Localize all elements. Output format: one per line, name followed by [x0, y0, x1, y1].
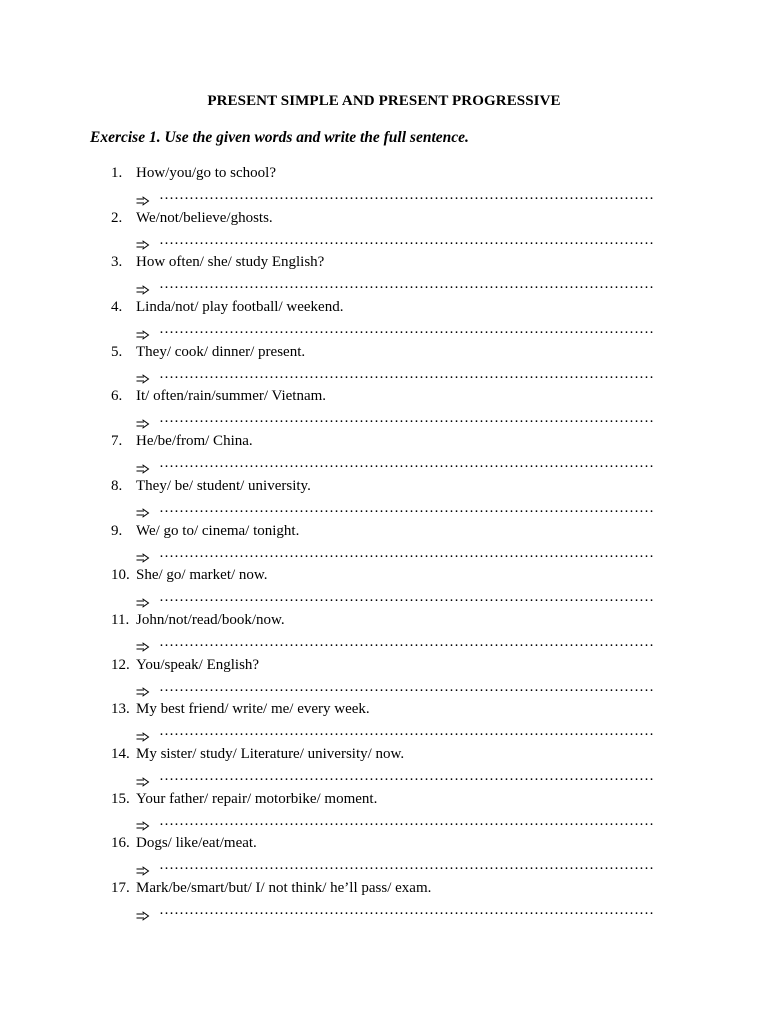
list-item — [0, 252, 768, 297]
item-number: 4. — [111, 299, 123, 316]
answer-dotted-line: ……………………………………………………………………………………… — [159, 633, 654, 650]
item-prompt: My sister/ study/ Literature/ university/ now. — [136, 745, 405, 762]
item-number: 15. — [111, 790, 130, 807]
double-right-arrow-icon — [136, 285, 150, 295]
double-right-arrow-icon — [136, 642, 150, 652]
item-prompt: Dogs/ like/eat/meat. — [136, 835, 257, 852]
double-right-arrow-icon — [136, 508, 150, 518]
list-item — [0, 521, 768, 566]
double-right-arrow-icon — [136, 464, 150, 474]
list-item — [0, 744, 768, 789]
item-number: 11. — [111, 611, 130, 628]
list-item — [0, 833, 768, 878]
item-number: 3. — [111, 254, 123, 271]
exercise-list — [0, 163, 768, 923]
double-right-arrow-icon — [136, 821, 150, 831]
double-right-arrow-icon — [136, 419, 150, 429]
answer-dotted-line: ……………………………………………………………………………………… — [159, 857, 654, 874]
item-prompt: It/ often/rain/summer/ Vietnam. — [136, 388, 327, 405]
answer-dotted-line: ……………………………………………………………………………………… — [159, 455, 654, 472]
double-right-arrow-icon — [136, 911, 150, 921]
list-item — [0, 163, 768, 208]
item-number: 8. — [111, 477, 123, 494]
list-item — [0, 208, 768, 253]
answer-dotted-line: ……………………………………………………………………………………… — [159, 589, 654, 606]
item-number: 5. — [111, 343, 123, 360]
item-prompt: You/speak/ English? — [136, 656, 260, 673]
item-prompt: She/ go/ market/ now. — [136, 567, 268, 584]
answer-line — [136, 900, 664, 926]
answer-dotted-line: ……………………………………………………………………………………… — [159, 678, 654, 695]
item-number: 12. — [111, 656, 130, 673]
answer-dotted-line: ……………………………………………………………………………………… — [159, 544, 654, 561]
item-prompt: How often/ she/ study English? — [136, 254, 325, 271]
double-right-arrow-icon — [136, 777, 150, 787]
item-prompt: Mark/be/smart/but/ I/ not think/ he’ll pass/ exam. — [136, 880, 432, 896]
answer-dotted-line: ……………………………………………………………………………………… — [159, 321, 654, 338]
answer-dotted-line: ……………………………………………………………………………………… — [159, 767, 654, 784]
list-item — [0, 297, 768, 342]
double-right-arrow-icon — [136, 687, 150, 697]
item-prompt: My best friend/ write/ me/ every week. — [136, 701, 370, 718]
answer-dotted-line: ……………………………………………………………………………………… — [159, 187, 654, 203]
list-item — [0, 342, 768, 387]
list-item — [0, 699, 768, 744]
item-number: 2. — [111, 209, 123, 226]
item-number: 14. — [111, 745, 130, 762]
answer-dotted-line: ……………………………………………………………………………………… — [159, 410, 654, 427]
answer-dotted-line: ……………………………………………………………………………………… — [159, 812, 654, 829]
answer-dotted-line: ……………………………………………………………………………………… — [159, 499, 654, 516]
item-number: 1. — [111, 165, 123, 181]
double-right-arrow-icon — [136, 866, 150, 876]
item-number: 6. — [111, 388, 123, 405]
list-item — [0, 476, 768, 521]
double-right-arrow-icon — [136, 374, 150, 384]
double-right-arrow-icon — [136, 598, 150, 608]
document-title: PRESENT SIMPLE AND PRESENT PROGRESSIVE — [207, 93, 561, 109]
answer-dotted-line: ……………………………………………………………………………………… — [159, 902, 654, 918]
item-prompt: Your father/ repair/ motorbike/ moment. — [136, 790, 378, 807]
double-right-arrow-icon — [136, 240, 150, 250]
item-number: 17. — [111, 880, 130, 896]
list-item — [0, 431, 768, 476]
item-number: 16. — [111, 835, 130, 852]
double-right-arrow-icon — [136, 553, 150, 563]
list-item — [0, 878, 768, 923]
item-prompt: John/not/read/book/now. — [136, 611, 285, 628]
list-item — [0, 789, 768, 834]
list-item — [0, 565, 768, 610]
exercise-heading: Exercise 1. Use the given words and write the full sentence. — [90, 129, 469, 146]
item-number: 7. — [111, 433, 123, 450]
double-right-arrow-icon — [136, 196, 150, 206]
item-prompt: We/not/believe/ghosts. — [136, 209, 273, 226]
answer-dotted-line: ……………………………………………………………………………………… — [159, 365, 654, 382]
list-item — [0, 386, 768, 431]
answer-dotted-line: ……………………………………………………………………………………… — [159, 231, 654, 248]
item-prompt: He/be/from/ China. — [136, 433, 253, 450]
answer-dotted-line: ……………………………………………………………………………………… — [159, 723, 654, 740]
double-right-arrow-icon — [136, 732, 150, 742]
double-right-arrow-icon — [136, 330, 150, 340]
item-number: 10. — [111, 567, 130, 584]
list-item — [0, 610, 768, 655]
item-prompt: How/you/go to school? — [136, 165, 276, 181]
answer-dotted-line: ……………………………………………………………………………………… — [159, 276, 654, 293]
item-prompt: We/ go to/ cinema/ tonight. — [136, 522, 300, 539]
item-prompt: They/ be/ student/ university. — [136, 477, 311, 494]
list-item — [0, 655, 768, 700]
item-number: 9. — [111, 522, 123, 539]
item-prompt: They/ cook/ dinner/ present. — [136, 343, 306, 360]
item-prompt: Linda/not/ play football/ weekend. — [136, 299, 344, 316]
item-number: 13. — [111, 701, 130, 718]
